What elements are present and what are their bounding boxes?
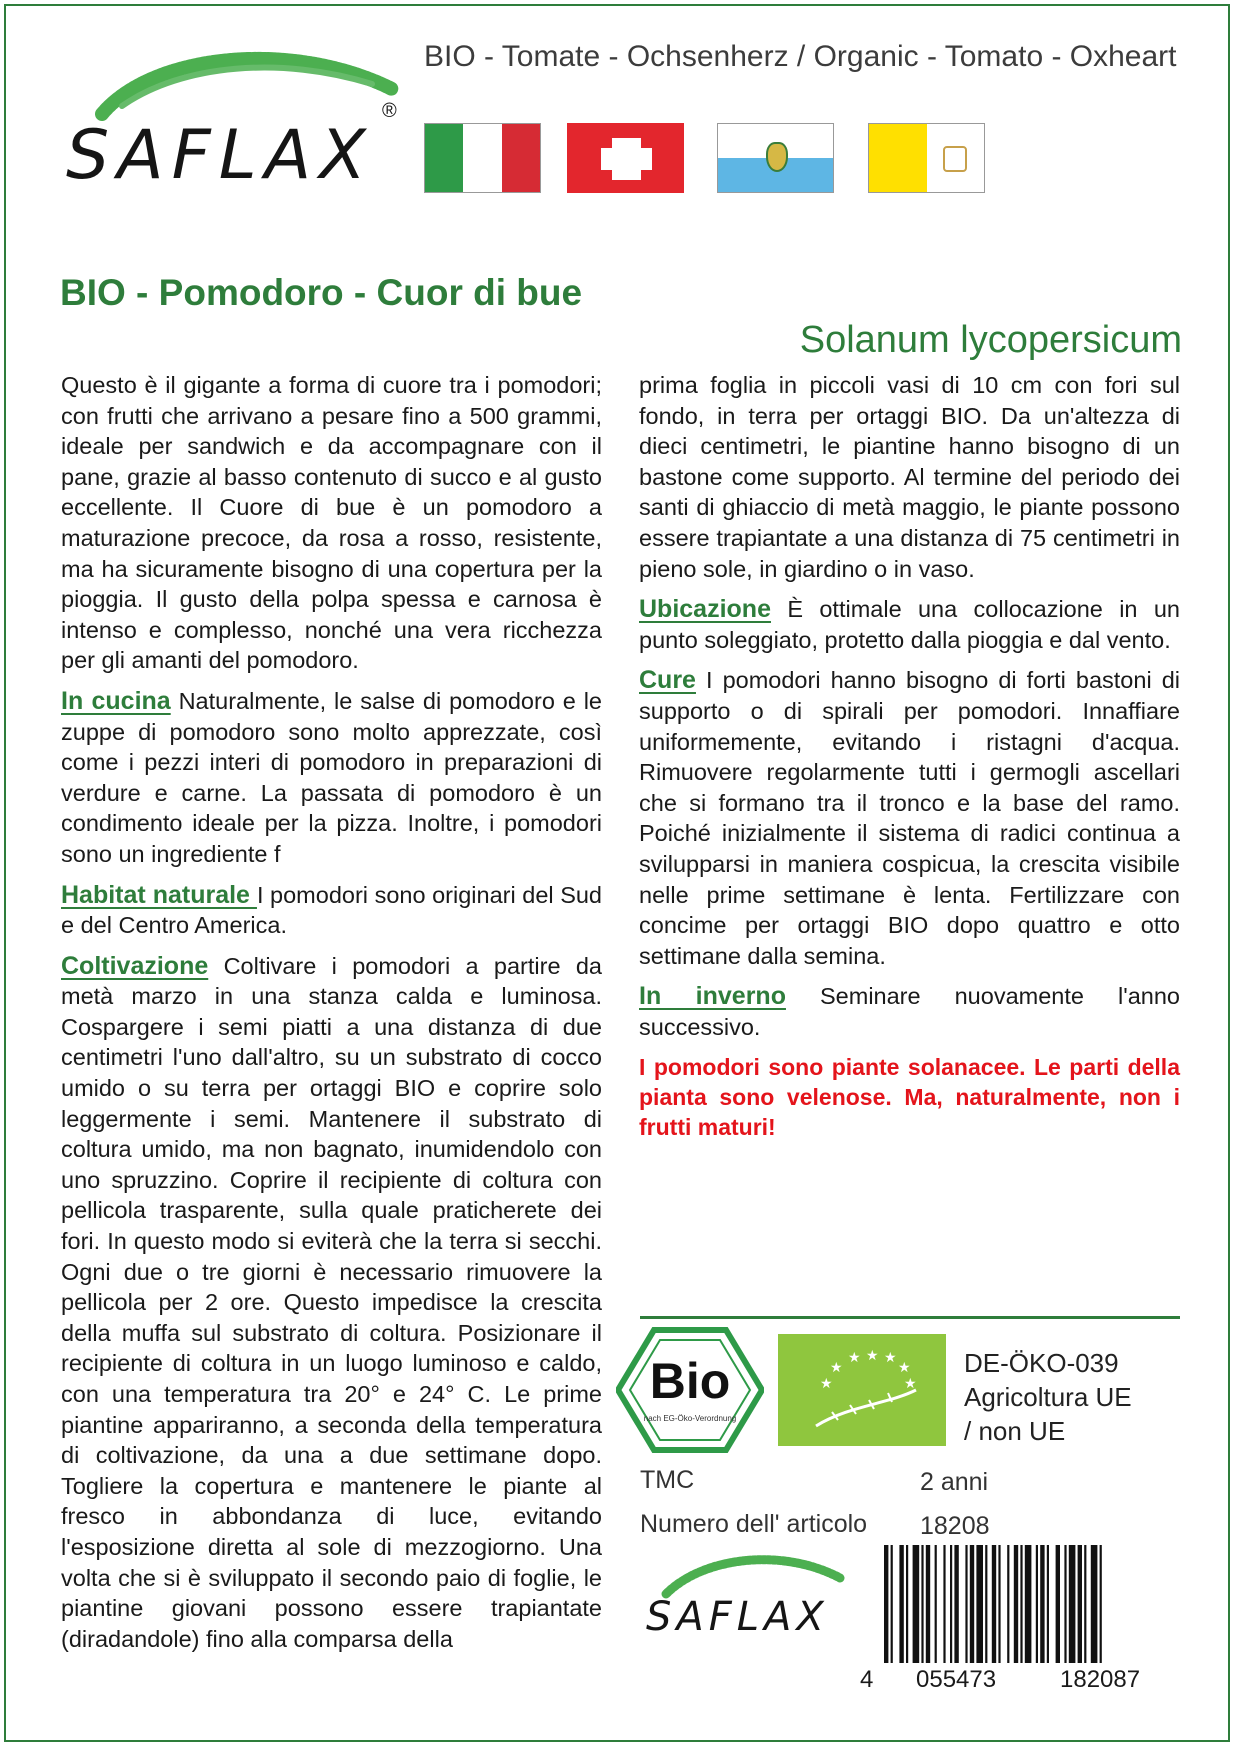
barcode-bar [913, 1545, 920, 1663]
barcode-bar [1078, 1545, 1082, 1663]
left-column [61, 370, 602, 1664]
cure-text: I pomodori hanno bisogno di forti bastoni di supporto o di spirali per pomodori. Innaffiare uniformemente, evitando i ristagni d'acqua. Rimuovere regolarmente tutti i germogli ascellari che si formano tra il tronco e la base del ramo. Poiché inizialmente il sistema di radici continua a svilupparsi in maniera cospicua, la crescita visibile nelle prime settimane è lenta. Fertilizzare con concime per ortaggi BIO dopo quattro e otto settimane dalla semina. [639, 667, 1180, 969]
barcode-bar [1007, 1545, 1009, 1663]
barcode-bar [884, 1545, 888, 1663]
tmc-value: 2 anni [920, 1468, 989, 1496]
barcode-bar [899, 1545, 903, 1663]
bio-seal-subtext: nach EG-Öko-Verordnung [643, 1414, 737, 1423]
inverno-section [639, 981, 1180, 1042]
article-label: Numero dell' articolo [640, 1510, 868, 1538]
barcode-bar [926, 1545, 930, 1663]
saflax-logo-small [644, 1550, 854, 1650]
barcode-bar [1025, 1545, 1032, 1663]
bio-seal-label: Bio [649, 1353, 731, 1409]
tmc-label: TMC [640, 1466, 695, 1494]
ubicazione-heading: Ubicazione [639, 595, 771, 624]
barcode-bar [1047, 1545, 1049, 1663]
barcode-bar [954, 1545, 958, 1663]
svg-text:★: ★ [904, 1376, 917, 1392]
intro-text: Questo è il gigante a forma di cuore tra i pomodori; con frutti che arrivano a pesare fino a 500 grammi, ideale per sandwich e da accompagnare con il pane, grazie al basso contenuto di succo e al gusto eccellente. Il Cuore di bue è un pomodoro a maturazione precoce, da rosa a rosso, resistente, ma ha sicuramente bisogno di una copertura per la pioggia. Il gusto della polpa spessa e carnosa è intenso e complesso, nonché una vera ricchezza per gli amanti del pomodoro. [61, 372, 602, 674]
ubicazione-text: È ottimale una collocazione in un punto soleggiato, protetto dalla pioggia e dal vento. [639, 596, 1180, 653]
eu-organic-logo-icon [778, 1334, 946, 1446]
barcode-bar [1069, 1545, 1076, 1663]
barcode-digit-1: 4 [860, 1666, 874, 1693]
barcode-bar [985, 1545, 987, 1663]
cure-section [639, 665, 1180, 971]
certification-code: DE-ÖKO-039 Agricoltura UE / non UE [964, 1348, 1132, 1446]
registered-mark: ® [382, 100, 397, 122]
latin-name: Solanum lycopersicum [799, 319, 1182, 361]
coltivazione-heading: Coltivazione [61, 951, 209, 980]
coltivazione-section [61, 951, 602, 1655]
habitat-heading: Habitat naturale [61, 880, 257, 909]
barcode-bar [1014, 1545, 1018, 1663]
barcode-bar [906, 1545, 908, 1663]
ubicazione-section [639, 594, 1180, 655]
coltivazione-continued: prima foglia in piccoli vasi di 10 cm con fori sul fondo, in terra per ortaggi BIO. Da un'altezza di dieci centimetri, le piantine hanno bisogno di un bastone come supporto. Al termine del periodo dei santi di ghiaccio di metà maggio, le piante possono essere trapiantate a una distanza di 75 centimetri in pieno sole, in giardino o in vaso. [639, 372, 1180, 582]
barcode-bar [1064, 1545, 1066, 1663]
barcode-bar [976, 1545, 983, 1663]
saflax-logo [62, 44, 422, 214]
barcode-bar [1091, 1545, 1098, 1663]
swoosh-small-icon [644, 1550, 854, 1600]
barcode-bar [970, 1545, 974, 1663]
flag-san-marino-icon [717, 123, 834, 193]
barcode-bar [1040, 1545, 1044, 1663]
header-title: BIO - Tomate - Ochsenherz / Organic - Tomato - Oxheart [424, 40, 1177, 73]
barcode-bar [998, 1545, 1000, 1663]
bio-seal-icon [616, 1326, 764, 1454]
habitat-section [61, 880, 602, 941]
svg-text:★: ★ [866, 1348, 879, 1364]
right-column [639, 370, 1180, 1152]
barcode-bar [943, 1545, 945, 1663]
inverno-text: Seminare nuovamente l'anno successivo. [639, 983, 1180, 1040]
cucina-section [61, 686, 602, 870]
barcode-bar [1020, 1545, 1022, 1663]
barcode-bar [950, 1545, 952, 1663]
barcode-icon [880, 1545, 1180, 1675]
barcode-bar [921, 1545, 923, 1663]
barcode-bar [965, 1545, 967, 1663]
coltivazione-text: Coltivare i pomodori a partire da metà marzo in una stanza calda e luminosa. Cospargere i semi piatti a una distanza di due centimetri l'uno dall'altro, su un substrato di cocco umido o su terra per ortaggi BIO e coprire solo leggermente i semi. Mantenere il substrato di coltura umido, ma non bagnato, inumidendolo con uno spruzzino. Coprire il recipiente di coltura con pellicola trasparente, sulla quale praticherete dei fori. In questo modo si eviterà che la terra si secchi. Ogni due o tre giorni è necessario rimuovere la pellicola per 2 ore. Questo impedisce la crescita della muffa sul substrato di coltura. Posizionare il recipiente di coltura in un luogo luminoso e caldo, con una temperatura tra 20° e 24° C. Le prime piantine appariranno, a seconda della temperatura di coltivazione, da una a due settimane dopo. Togliere la copertura e mantenere le piante al fresco in abbondanza di luce, evitando l'esposizione diretta al sole di mezzogiorno. Una volta che si è sviluppato il secondo paio di foglie, le piantine giovani possono essere trapiantate (diradandole) fino alla comparsa della [61, 952, 602, 1652]
barcode-bar [1084, 1545, 1086, 1663]
flag-switzerland-icon [567, 123, 684, 193]
product-title: BIO - Pomodoro - Cuor di bue [60, 272, 583, 313]
article-value: 18208 [920, 1512, 990, 1540]
barcode-bar [992, 1545, 996, 1663]
cure-heading: Cure [639, 666, 696, 695]
barcode-bar [1100, 1545, 1102, 1663]
flag-italy-icon [424, 123, 541, 193]
barcode-bar [1056, 1545, 1060, 1663]
divider [640, 1316, 1180, 1319]
barcode-bar [891, 1545, 893, 1663]
barcode-bar [935, 1545, 937, 1663]
toxicity-warning: I pomodori sono piante solanacee. Le parti della pianta sono velenose. Ma, naturalmente, non i frutti maturi! [639, 1054, 1180, 1141]
inverno-heading: In inverno [639, 982, 786, 1011]
brand-name-small: SAFLAX [646, 1594, 829, 1640]
brand-name: SAFLAX [66, 116, 374, 195]
svg-text:★: ★ [898, 1360, 911, 1376]
svg-text:★: ★ [820, 1376, 833, 1392]
barcode-bar [1036, 1545, 1038, 1663]
cucina-text: Naturalmente, le salse di pomodoro e le zuppe di pomodoro sono molto apprezzate, così come i pezzi interi di pomodoro in preparazioni di verdure e carne. La passata di pomodoro è un condimento ideale per la pizza. Inoltre, i pomodori sono un ingrediente f [61, 687, 602, 867]
barcode-digit-group-2: 182087 [1060, 1666, 1141, 1693]
svg-text:★: ★ [884, 1350, 897, 1366]
svg-text:★: ★ [848, 1350, 861, 1366]
cucina-heading: In cucina [61, 686, 171, 715]
barcode-digit-group-1: 055473 [916, 1666, 997, 1693]
habitat-text: I pomodori sono originari del Sud e del Centro America. [61, 881, 603, 939]
svg-text:★: ★ [830, 1360, 843, 1376]
swoosh-icon [62, 44, 422, 124]
flag-vatican-icon [868, 123, 985, 193]
